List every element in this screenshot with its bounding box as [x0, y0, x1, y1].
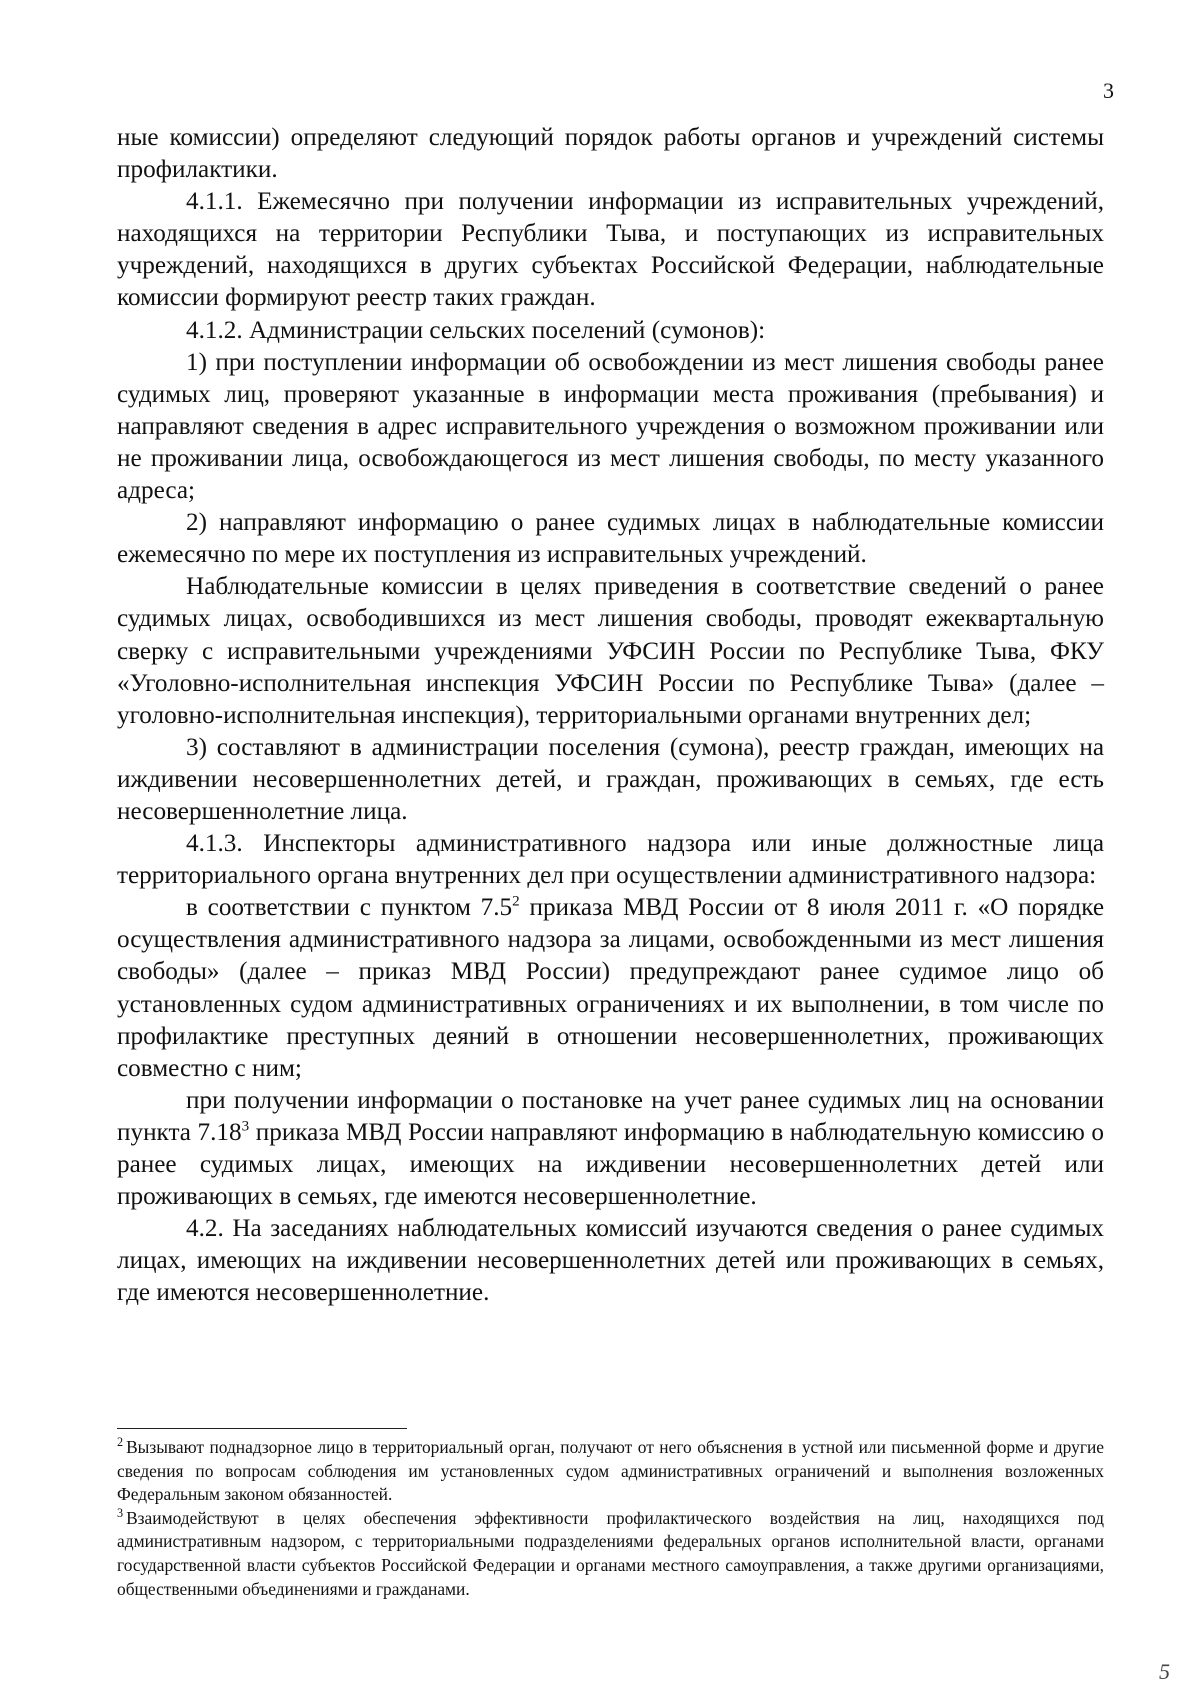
footnotes-divider — [117, 1428, 407, 1429]
body-text — [117, 122, 1104, 1309]
footnote-3-mark: 3 — [117, 1505, 124, 1520]
footnote-ref-3: 3 — [241, 1118, 250, 1135]
paragraph-4-1-3: 4.1.3. Инспекторы административного надзора или иные должностные лица территориального органа внутренних дел при осуществлении административного надзора: — [117, 830, 1104, 890]
paragraph-4-1-2: 4.1.2. Администрации сельских поселений (сумонов): — [186, 316, 766, 344]
footnote-3 — [117, 1507, 1104, 1601]
footnote-2-mark: 2 — [117, 1435, 124, 1450]
footnote-ref-2: 2 — [512, 893, 520, 910]
paragraph-warning-text-b: приказа МВД России от 8 июля 2011 г. «О порядке осуществления административного надзора за лицами, освобожденными из мест лишения свободы» (далее – приказ МВД России) предупреждают ранее судимое лицо об установленных судом административных ограничениях и их выполнении, в том числе по профилактике преступных деяний в отношении несовершеннолетних, проживающих совместно с ним; — [117, 894, 1104, 1082]
paragraph-item-1: 1) при поступлении информации об освобождении из мест лишения свободы ранее судимых лиц, проверяют указанные в информации места проживания (пребывания) и направляют сведения в адрес исправительного учреждения о возможном проживании или не проживании лица, освобождающегося из мест лишения свободы, по месту указанного адреса; — [117, 348, 1104, 505]
footnote-2 — [117, 1436, 1104, 1507]
footnote-3-text: Взаимодействуют в целях обеспечения эффективности профилактического воздействия на лиц, находящихся под административным надзором, с территориальными подразделениями федеральных органов исполнительной власти, органами государственной власти субъектов Российской Федерации и органами местного самоуправления, а также другими организациями, общественными объединениями и гражданами. — [117, 1507, 1104, 1599]
paragraph-registration-text-a: при получении информации о постановке на учет ранее судимых лиц на основании пункта 7.18 — [117, 1086, 1104, 1146]
corner-handwritten-mark: 5 — [1159, 1659, 1170, 1684]
paragraph-warning — [117, 892, 1104, 1085]
paragraph-registration — [117, 1085, 1104, 1213]
paragraph-4-1-1: 4.1.1. Ежемесячно при получении информации из исправительных учреждений, находящихся на территории Республики Тыва, и поступающих из исправительных учреждений, находящихся в других субъектах Российской Федерации, наблюдательные комиссии формируют реестр таких граждан. — [117, 188, 1104, 312]
footnotes — [117, 1436, 1104, 1601]
paragraph-registration-text-b: приказа МВД России направляют информацию в наблюдательную комиссию о ранее судимых лицах, имеющих на иждивении несовершеннолетних детей или проживающих в семьях, где имеются несовершеннолетние. — [117, 1118, 1105, 1211]
paragraph-continuation: ные комиссии) определяют следующий порядок работы органов и учреждений системы профилактики. — [117, 124, 1104, 184]
paragraph-warning-text-a: в соответствии с пунктом 7.5 — [186, 894, 513, 922]
paragraph-item-2: 2) направляют информацию о ранее судимых лицах в наблюдательные комиссии ежемесячно по мере их поступления из исправительных учреждений. — [117, 509, 1104, 569]
page-number: 3 — [1103, 78, 1114, 103]
paragraph-4-2: 4.2. На заседаниях наблюдательных комиссий изучаются сведения о ранее судимых лицах, имеющих на иждивении несовершеннолетних детей или проживающих в семьях, где имеются несовершеннолетние. — [117, 1215, 1104, 1307]
paragraph-item-3: 3) составляют в администрации поселения (сумона), реестр граждан, имеющих на иждивении несовершеннолетних детей, и граждан, проживающих в семьях, где есть несовершеннолетние лица. — [117, 733, 1104, 825]
paragraph-reconciliation: Наблюдательные комиссии в целях приведения в соответствие сведений о ранее судимых лицах, освободившихся из мест лишения свободы, проводят ежеквартальную сверку с исправительными учреждениями УФСИН России по Республике Тыва, ФКУ «Уголовно-исполнительная инспекция УФСИН России по Республике Тыва» (далее – уголовно-исполнительная инспекция), территориальными органами внутренних дел; — [117, 573, 1104, 729]
footnote-2-text: Вызывают поднадзорное лицо в территориальный орган, получают от него объяснения в устной или письменной форме и другие сведения по вопросам соблюдения им установленных судом административных ограничений и выполнения возложенных Федеральным законом обязанностей. — [117, 1437, 1104, 1505]
